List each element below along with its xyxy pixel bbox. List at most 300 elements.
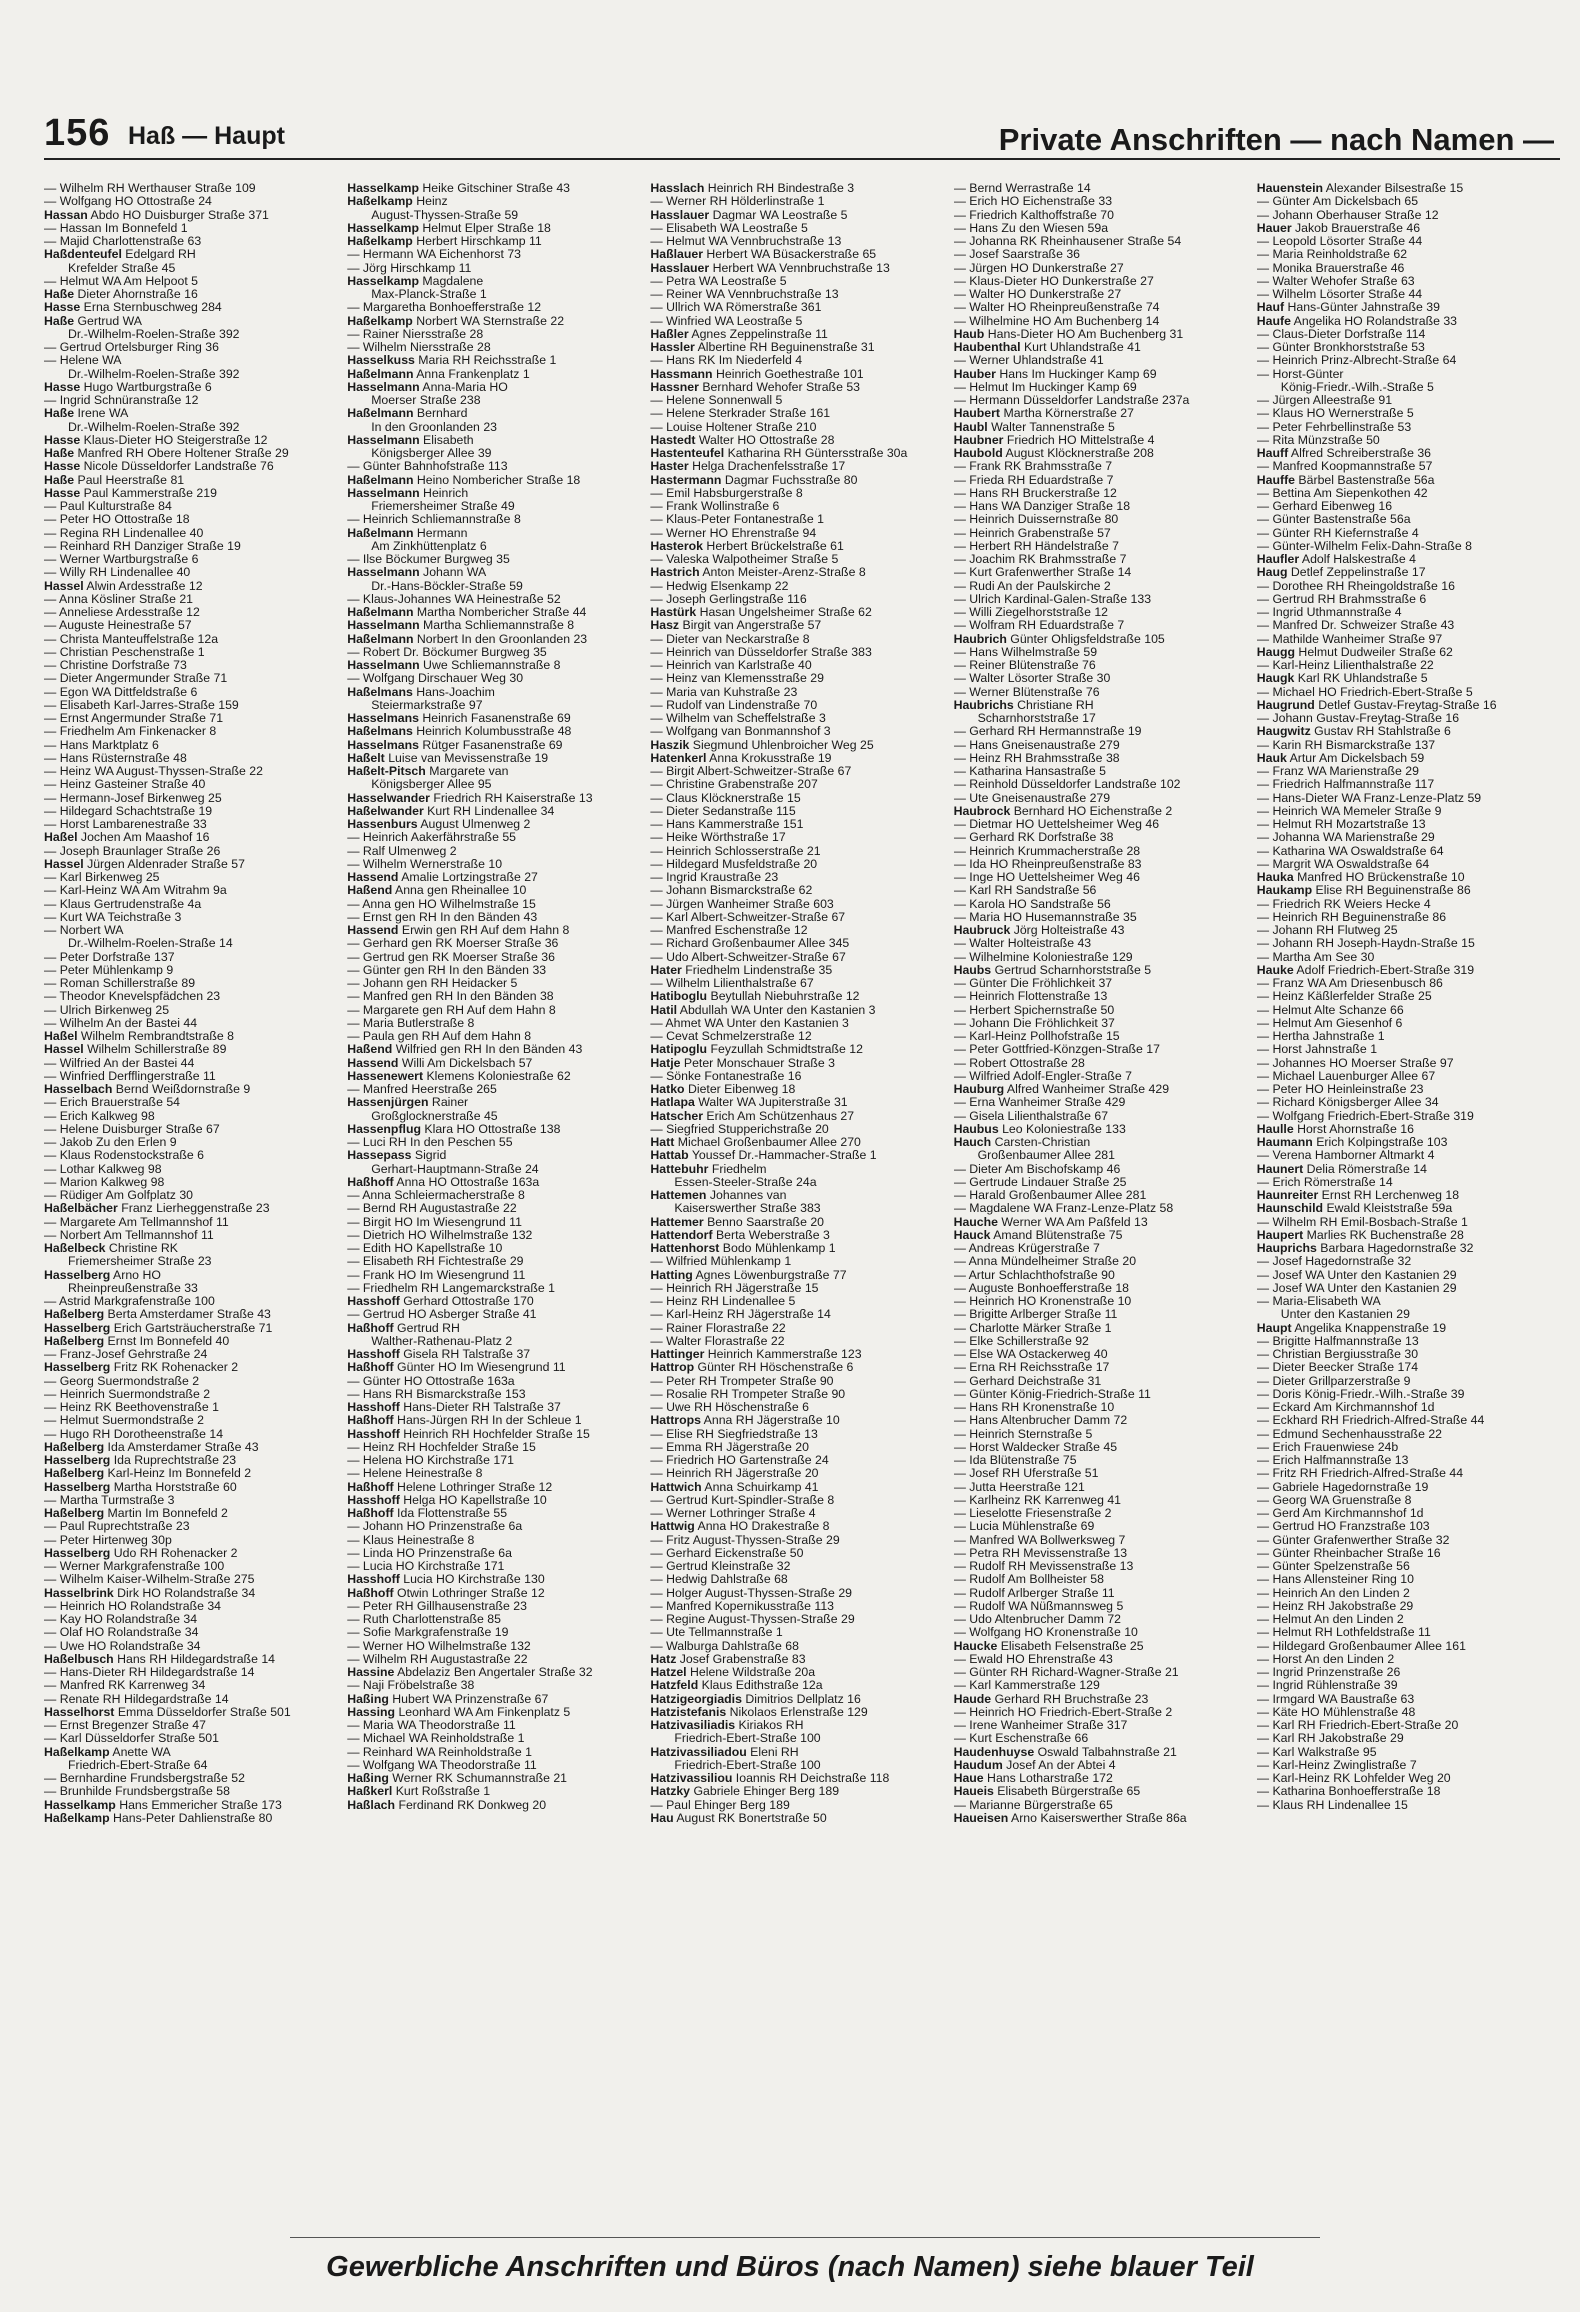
directory-entry: — Wilhelm Lilienthalstraße 67 bbox=[650, 977, 814, 990]
directory-entry: — Manfred WA Bollwerksweg 7 bbox=[953, 1533, 1126, 1547]
directory-entry: — Katharina Hansastraße 5 bbox=[953, 765, 1106, 778]
directory-entry: — Hans Zu den Wiesen 59a bbox=[953, 221, 1109, 235]
directory-entry: — Emil Habsburgerstraße 8 bbox=[650, 486, 803, 500]
directory-entry: — Gertrude Lindauer Straße 25 bbox=[953, 1175, 1127, 1189]
directory-entry bbox=[44, 1322, 337, 1335]
entry-text: Wilhelm Rembrandtstraße 8 bbox=[77, 1030, 234, 1043]
directory-entry: — Louise Holtener Straße 210 bbox=[650, 420, 817, 434]
directory-entry: Großenbaumer Allee 281 bbox=[977, 1149, 1115, 1163]
entry-text: Anette WA bbox=[109, 1745, 171, 1759]
directory-entry: — Rainer Florastraße 22 bbox=[650, 1321, 786, 1335]
directory-entry: — Elisabeth RH Fichtestraße 29 bbox=[347, 1255, 524, 1269]
entry-text: Wilfried gen RH In den Bänden 43 bbox=[392, 1043, 583, 1057]
directory-entry: — Paul Kulturstraße 84 bbox=[44, 500, 172, 513]
directory-entry: — Wilfried Adolf-Engler-Straße 7 bbox=[953, 1069, 1132, 1083]
directory-entry: — Heike Wörthstraße 17 bbox=[650, 831, 786, 845]
directory-entry: — Reiner Blütenstraße 76 bbox=[953, 659, 1096, 672]
directory-entry bbox=[347, 739, 640, 752]
entry-text: Klara HO Ottostraße 138 bbox=[420, 1122, 561, 1136]
directory-entry: — Manfred RK Karrenweg 34 bbox=[44, 1679, 206, 1693]
entry-text: Ida Flottenstraße 55 bbox=[393, 1507, 508, 1520]
directory-entry: — Günter-Wilhelm Felix-Dahn-Straße 8 bbox=[1256, 539, 1472, 553]
entry-text: Johannes van bbox=[706, 1189, 787, 1202]
directory-entry: — Heinrich An den Linden 2 bbox=[1256, 1586, 1410, 1600]
entry-text: Delia Römerstraße 14 bbox=[1303, 1162, 1427, 1176]
entry-text: Anna-Maria HO bbox=[419, 380, 508, 394]
surname: Hasselkuss bbox=[347, 354, 415, 368]
directory-entry bbox=[954, 1759, 1247, 1772]
directory-entry bbox=[44, 1202, 337, 1215]
directory-entry: — Udo Albert-Schweitzer-Straße 67 bbox=[650, 950, 846, 964]
entry-text: Hans-Günter Jahnstraße 39 bbox=[1284, 301, 1440, 315]
directory-entry bbox=[44, 474, 337, 487]
directory-entry: — Werner Lothringer Straße 4 bbox=[650, 1507, 816, 1520]
directory-entry: — Karl-Heinz Pollhofstraße 15 bbox=[953, 1030, 1120, 1043]
surname: Hasslauer bbox=[650, 261, 710, 275]
entry-text: Anna gen Rheinallee 10 bbox=[392, 884, 527, 898]
surname: Hasslach bbox=[650, 182, 705, 195]
directory-entry: — Walter HO Rheinpreußenstraße 74 bbox=[953, 301, 1160, 315]
directory-entry bbox=[650, 474, 943, 487]
surname: Hattwig bbox=[650, 1520, 695, 1534]
directory-entry: — Wolfgang HO Ottostraße 24 bbox=[44, 195, 212, 209]
directory-entry: — Dieter Am Bischofskamp 46 bbox=[953, 1162, 1121, 1176]
directory-entry bbox=[650, 619, 943, 632]
directory-entry: — Paul Ruprechtstraße 23 bbox=[44, 1520, 190, 1534]
directory-entry: — Gerhard Deichstraße 31 bbox=[953, 1374, 1102, 1388]
directory-entry: — Erna RH Reichsstraße 17 bbox=[953, 1361, 1110, 1375]
entry-text: Benno Saarstraße 20 bbox=[703, 1215, 824, 1229]
directory-entry: — Erich Frauenwiese 24b bbox=[1256, 1440, 1399, 1454]
surname: Hatenkerl bbox=[650, 751, 707, 765]
directory-entry bbox=[954, 1772, 1247, 1785]
directory-entry bbox=[44, 460, 337, 473]
directory-entry: — Helmut Im Huckinger Kamp 69 bbox=[953, 380, 1137, 394]
directory-entry bbox=[650, 1083, 943, 1096]
directory-entry: — Peter Dorfstraße 137 bbox=[44, 950, 175, 964]
surname: Haßelbeck bbox=[44, 1242, 106, 1255]
surname: Haufe bbox=[1256, 314, 1291, 328]
entry-text: Klemens Koloniestraße 62 bbox=[423, 1069, 571, 1083]
entry-text: Günter HO Im Wiesengrund 11 bbox=[393, 1361, 566, 1375]
directory-entry: — Renate RH Hildegardstraße 14 bbox=[44, 1692, 229, 1706]
entry-text: Johann WA bbox=[419, 566, 487, 580]
directory-entry: — Josef RH Uferstraße 51 bbox=[953, 1467, 1099, 1481]
directory-entry: — Hugo RH Dorotheenstraße 14 bbox=[44, 1427, 224, 1441]
directory-entry bbox=[1257, 1163, 1550, 1176]
directory-entry: — Wolfgang HO Kronenstraße 10 bbox=[953, 1626, 1138, 1640]
directory-entry: — Karl Kammerstraße 129 bbox=[953, 1679, 1100, 1693]
surname: Haßlauer bbox=[650, 248, 703, 262]
surname: Haßelkamp bbox=[347, 235, 413, 248]
directory-entry: — Anna Schleiermacherstraße 8 bbox=[347, 1189, 525, 1202]
directory-entry: — Magdalene WA Franz-Lenze-Platz 58 bbox=[953, 1202, 1174, 1216]
directory-entry: — Franz WA Am Driesenbusch 86 bbox=[1256, 977, 1443, 990]
directory-entry: — Klaus RH Lindenallee 15 bbox=[1256, 1798, 1408, 1812]
surname: Hasselmann bbox=[347, 566, 420, 580]
directory-entry: — Michael WA Reinholdstraße 1 bbox=[347, 1732, 525, 1746]
entry-text: Kurt RH Lindenallee 34 bbox=[423, 804, 555, 818]
directory-entry bbox=[954, 341, 1247, 354]
entry-text: August Ulmenweg 2 bbox=[417, 818, 531, 831]
entry-text: Hans RH Hildegardstraße 14 bbox=[113, 1652, 275, 1666]
entry-text: Hans-Jürgen RH In der Schleue 1 bbox=[393, 1414, 582, 1428]
directory-entry: — Peter RH Gillhausenstraße 23 bbox=[347, 1599, 527, 1613]
entry-text: Walter HO Ottostraße 28 bbox=[695, 433, 835, 447]
entry-text: Dieter Eibenweg 18 bbox=[684, 1083, 796, 1096]
directory-entry: — Fritz RH Friedrich-Alfred-Straße 44 bbox=[1256, 1467, 1464, 1481]
surname: Hatt bbox=[650, 1136, 675, 1149]
directory-entry: — Ruth Charlottenstraße 85 bbox=[347, 1613, 501, 1626]
directory-entry bbox=[954, 1136, 1247, 1149]
directory-entry: — Günter Spelzenstraße 56 bbox=[1256, 1560, 1410, 1573]
entry-text: Manfred RH Obere Holtener Straße 29 bbox=[74, 447, 289, 460]
directory-entry bbox=[44, 248, 337, 261]
surname: Haufler bbox=[1256, 553, 1300, 566]
surname: Hauff bbox=[1256, 447, 1289, 460]
directory-entry bbox=[650, 1706, 943, 1719]
directory-entry: — Winfried Derfflingerstraße 11 bbox=[44, 1069, 216, 1083]
directory-entry: — Wolfgang Dirschauer Weg 30 bbox=[347, 672, 524, 686]
entry-text: Günter RH Höschenstraße 6 bbox=[694, 1361, 854, 1375]
directory-entry bbox=[954, 1693, 1247, 1706]
directory-entry bbox=[347, 1348, 640, 1361]
entry-text: Eleni RH bbox=[746, 1745, 799, 1759]
directory-entry: — Cevat Schmelzerstraße 12 bbox=[650, 1030, 812, 1043]
directory-entry: — Bernhardine Frundsbergstraße 52 bbox=[44, 1772, 245, 1785]
directory-entry: Königsberger Allee 39 bbox=[371, 447, 492, 460]
entry-text: Heike Gitschiner Straße 43 bbox=[418, 182, 571, 195]
directory-entry bbox=[347, 1096, 640, 1109]
surname: Hatzfeld bbox=[650, 1679, 699, 1693]
entry-text: Heinrich RH Bindestraße 3 bbox=[704, 182, 855, 195]
directory-entry: — Manfred Eschenstraße 12 bbox=[650, 924, 808, 937]
surname: Hasz bbox=[650, 619, 680, 633]
entry-text: Uwe Schliemannstraße 8 bbox=[419, 659, 561, 672]
entry-text: Hans-Dieter HO Am Buchenberg 31 bbox=[984, 327, 1184, 341]
surname: Hassend bbox=[347, 871, 399, 884]
directory-entry: — Werner RH Hölderlinstraße 1 bbox=[650, 195, 825, 209]
directory-entry bbox=[650, 964, 943, 977]
surname: Hasslauer bbox=[650, 208, 710, 222]
surname: Hasshoff bbox=[347, 1573, 400, 1587]
directory-entry: — Jakob Zu den Erlen 9 bbox=[44, 1136, 177, 1149]
entry-text: Friedrich RH Kaiserstraße 13 bbox=[429, 791, 593, 805]
directory-entry: — Ulrich Kardinal-Galen-Straße 133 bbox=[953, 592, 1152, 606]
entry-text: Elise RH Beguinenstraße 86 bbox=[1312, 884, 1471, 898]
surname: Hauka bbox=[1256, 871, 1294, 884]
directory-entry: — Friedrich Kalthoffstraße 70 bbox=[953, 208, 1114, 222]
surname: Hattenhorst bbox=[650, 1242, 720, 1255]
directory-entry bbox=[44, 381, 337, 394]
entry-text: Heino Nombericher Straße 18 bbox=[413, 473, 581, 487]
directory-entry: — Sofie Markgrafenstraße 19 bbox=[347, 1626, 509, 1640]
directory-entry bbox=[650, 1746, 943, 1759]
surname: Haugg bbox=[1256, 645, 1296, 659]
directory-entry: Dr.-Wilhelm-Roelen-Straße 392 bbox=[68, 367, 240, 381]
surname: Haubus bbox=[953, 1122, 999, 1136]
directory-entry: — Herbert RH Händelstraße 7 bbox=[953, 539, 1119, 553]
directory-entry bbox=[44, 858, 337, 871]
directory-entry bbox=[954, 368, 1247, 381]
directory-entry: — Helmut WA Am Helpoot 5 bbox=[44, 274, 198, 288]
directory-entry: — Heinrich Aakerfährstraße 55 bbox=[347, 831, 516, 845]
directory-entry: — Johann Gustav-Freytag-Straße 16 bbox=[1256, 712, 1460, 725]
directory-entry: — Ingrid Uthmannstraße 4 bbox=[1256, 606, 1402, 619]
directory-entry: — Wilhelm Wernerstraße 10 bbox=[347, 857, 503, 871]
directory-entry: — Holger August-Thyssen-Straße 29 bbox=[650, 1586, 852, 1600]
directory-entry bbox=[347, 1494, 640, 1507]
entry-text: Hans-Dieter RH Talstraße 37 bbox=[399, 1401, 561, 1414]
entry-text: Martha Horststraße 60 bbox=[110, 1480, 237, 1494]
directory-entry: — Werner Markgrafenstraße 100 bbox=[44, 1560, 225, 1573]
surname: Haubenthal bbox=[953, 341, 1021, 354]
entry-text: Detlef Gustav-Freytag-Straße 16 bbox=[1314, 698, 1497, 712]
directory-entry: — Manfred Dr. Schweizer Straße 43 bbox=[1256, 619, 1455, 633]
directory-entry: — Josef WA Unter den Kastanien 29 bbox=[1256, 1281, 1457, 1295]
entry-text: Erwin gen RH Auf dem Hahn 8 bbox=[398, 924, 570, 937]
directory-entry: — Hedwig Dahlstraße 68 bbox=[650, 1573, 788, 1587]
directory-entry: Großglocknerstraße 45 bbox=[371, 1109, 498, 1123]
entry-text: Marlies RK Buchenstraße 28 bbox=[1303, 1228, 1464, 1242]
surname: Hasshoff bbox=[347, 1295, 400, 1308]
directory-entry: — Hertha Jahnstraße 1 bbox=[1256, 1030, 1385, 1043]
directory-entry: — Gertrud gen RK Moerser Straße 36 bbox=[347, 950, 555, 964]
directory-entry: — Ingrid Schnüranstraße 12 bbox=[44, 394, 199, 407]
directory-entry bbox=[347, 474, 640, 487]
entry-text: Walter Tannenstraße 5 bbox=[987, 420, 1115, 434]
directory-entry: — Edith HO Kapellstraße 10 bbox=[347, 1242, 503, 1255]
directory-entry: — Wilhelmine Koloniestraße 129 bbox=[953, 950, 1133, 964]
directory-entry: — Hildegard Musfeldstraße 20 bbox=[650, 857, 818, 871]
directory-entry bbox=[347, 315, 640, 328]
entry-text: Ernst RH Lerchenweg 18 bbox=[1318, 1189, 1460, 1202]
surname: Hattemer bbox=[650, 1215, 704, 1229]
entry-text: Friedhelm bbox=[708, 1162, 767, 1176]
directory-entry: — Friedrich Halfmannstraße 117 bbox=[1256, 778, 1435, 792]
directory-entry bbox=[650, 1057, 943, 1070]
directory-entry: — Ernst Bregenzer Straße 47 bbox=[44, 1719, 206, 1732]
directory-entry: — Willy RH Lindenallee 40 bbox=[44, 566, 191, 580]
directory-entry bbox=[1257, 1322, 1550, 1335]
directory-entry bbox=[347, 527, 640, 540]
directory-entry: — Karl RH Friedrich-Ebert-Straße 20 bbox=[1256, 1719, 1459, 1732]
entry-text: Arno HO bbox=[110, 1268, 161, 1282]
entry-text: Peter Monschauer Straße 3 bbox=[680, 1056, 835, 1070]
directory-entry bbox=[347, 924, 640, 937]
directory-entry: — Josef Hagedornstraße 32 bbox=[1256, 1255, 1412, 1269]
surname: Hauf bbox=[1256, 301, 1285, 315]
entry-text: Albertine RH Beguinenstraße 31 bbox=[694, 341, 875, 354]
directory-entry bbox=[650, 1149, 943, 1162]
surname: Haßend bbox=[347, 884, 393, 898]
directory-entry: — Theodor Knevelspfädchen 23 bbox=[44, 990, 221, 1004]
entry-text: Anna HO Ottostraße 163a bbox=[393, 1175, 540, 1189]
entry-text: Maria RH Reichsstraße 1 bbox=[414, 354, 557, 368]
directory-entry: Dr.-Wilhelm-Roelen-Straße 392 bbox=[68, 420, 240, 434]
entry-text: Karl-Heinz Im Bonnefeld 2 bbox=[104, 1467, 252, 1481]
directory-entry: — Günter gen RH In den Bänden 33 bbox=[347, 963, 547, 977]
directory-entry: — Ulrich Birkenweg 25 bbox=[44, 1003, 170, 1017]
surname: Hattinger bbox=[650, 1348, 705, 1361]
surname: Hasse bbox=[44, 460, 81, 474]
surname: Hasse bbox=[44, 433, 81, 447]
directory-entry: — Johann Die Fröhlichkeit 37 bbox=[953, 1016, 1115, 1030]
directory-entry: — Anna Kösliner Straße 21 bbox=[44, 592, 194, 606]
directory-entry: — Hans-Dieter WA Franz-Lenze-Platz 59 bbox=[1256, 791, 1482, 805]
directory-entry bbox=[650, 248, 943, 261]
surname: Hattemen bbox=[650, 1189, 707, 1202]
directory-entry: — Majid Charlottenstraße 63 bbox=[44, 235, 202, 248]
surname: Haßelkamp bbox=[347, 195, 413, 209]
directory-entry bbox=[347, 1428, 640, 1441]
entry-text: Ewald Kleiststraße 59a bbox=[1323, 1202, 1453, 1216]
directory-entry: — Hermann Düsseldorfer Landstraße 237a bbox=[953, 394, 1190, 407]
directory-entry: — Doris König-Friedr.-Wilh.-Straße 39 bbox=[1256, 1387, 1465, 1401]
entry-text: Amand Blütenstraße 75 bbox=[990, 1228, 1123, 1242]
directory-entry: — Walter Holteistraße 43 bbox=[953, 937, 1092, 951]
entry-text: Horst Ahornstraße 16 bbox=[1293, 1122, 1414, 1136]
entry-text: Arno Kaiserswerther Straße 86a bbox=[1008, 1811, 1187, 1825]
surname: Hasselberg bbox=[44, 1321, 111, 1335]
directory-entry bbox=[1257, 884, 1550, 897]
directory-entry: — Ingrid Rühlenstraße 39 bbox=[1256, 1679, 1398, 1693]
entry-text: Amalie Lortzingstraße 27 bbox=[398, 871, 538, 884]
entry-text: Wilhelm Schillerstraße 89 bbox=[83, 1043, 227, 1057]
directory-entry: — Rüdiger Am Golfplatz 30 bbox=[44, 1189, 193, 1202]
directory-entry: — Wolfram RH Eduardstraße 7 bbox=[953, 619, 1125, 633]
directory-entry bbox=[44, 1335, 337, 1348]
directory-entry: — Ute Tellmannstraße 1 bbox=[650, 1626, 783, 1640]
directory-entry bbox=[347, 659, 640, 672]
entry-text: Jörg Holteistraße 43 bbox=[1010, 924, 1125, 937]
directory-entry: — Birgit HO Im Wiesengrund 11 bbox=[347, 1215, 522, 1229]
directory-entry: — Karl-Heinz Lilienthalstraße 22 bbox=[1256, 659, 1434, 672]
directory-entry: — Klaus Gertrudenstraße 4a bbox=[44, 897, 202, 911]
directory-entry: — Johann RH Joseph-Haydn-Straße 15 bbox=[1256, 937, 1475, 951]
directory-entry: — Peter Hirtenweg 30p bbox=[44, 1533, 172, 1547]
entry-text: Gertrud Scharnhorststraße 5 bbox=[991, 963, 1152, 977]
directory-entry: — Karin RH Bismarckstraße 137 bbox=[1256, 738, 1436, 752]
directory-entry: — Helmut Am Giesenhof 6 bbox=[1256, 1016, 1403, 1030]
directory-entry: Königsberger Allee 95 bbox=[371, 778, 492, 792]
directory-entry bbox=[1257, 1136, 1550, 1149]
directory-entry: — Robert Ottostraße 28 bbox=[953, 1056, 1085, 1070]
entry-text: Gustav RH Stahlstraße 6 bbox=[1310, 725, 1451, 739]
surname: Hatz bbox=[650, 1652, 677, 1666]
directory-entry bbox=[1257, 1202, 1550, 1215]
directory-column-3 bbox=[650, 182, 953, 2220]
entry-text: Ernst Im Bonnefeld 40 bbox=[104, 1334, 230, 1348]
surname: Haßhoff bbox=[347, 1480, 394, 1494]
directory-entry: — Helene WA bbox=[44, 354, 122, 368]
directory-entry: — Hans Rüsternstraße 48 bbox=[44, 751, 187, 765]
directory-entry: — Paul Ehinger Berg 189 bbox=[650, 1798, 790, 1812]
directory-entry bbox=[650, 182, 943, 195]
directory-entry: — Karola HO Sandstraße 56 bbox=[953, 897, 1111, 911]
surname: Haßhoff bbox=[347, 1586, 394, 1600]
surname: Haunreiter bbox=[1256, 1189, 1319, 1202]
surname: Hassler bbox=[650, 341, 695, 354]
surname: Hasselkamp bbox=[347, 274, 419, 288]
surname: Haubert bbox=[953, 407, 1001, 421]
directory-entry: — Franz WA Marienstraße 29 bbox=[1256, 765, 1419, 778]
surname: Hasselkamp bbox=[347, 182, 419, 195]
surname: Hastürk bbox=[650, 606, 697, 619]
directory-entry bbox=[1257, 1189, 1550, 1202]
directory-entry bbox=[44, 487, 337, 500]
directory-entry bbox=[347, 1706, 640, 1719]
surname: Hau bbox=[650, 1811, 674, 1825]
directory-entry: — Andreas Krügerstraße 7 bbox=[953, 1242, 1100, 1255]
directory-entry: — Helene Heinestraße 8 bbox=[347, 1467, 483, 1481]
directory-entry bbox=[954, 1123, 1247, 1136]
entry-text: Kiriakos RH bbox=[735, 1719, 804, 1732]
directory-entry: — Karl RH Jakobstraße 29 bbox=[1256, 1732, 1404, 1746]
entry-text: Anna Schuirkamp 41 bbox=[701, 1480, 819, 1494]
surname: Hasselberg bbox=[44, 1454, 111, 1467]
entry-text: Jakob Brauerstraße 46 bbox=[1291, 221, 1421, 235]
directory-entry: — Jürgen HO Dunkerstraße 27 bbox=[953, 261, 1124, 275]
surname: Haßelmann bbox=[347, 526, 414, 540]
directory-entry: — Ingrid Kraustraße 23 bbox=[650, 871, 779, 884]
surname: Hasselkamp bbox=[44, 1798, 116, 1812]
entry-text: Herbert Hirschkamp 11 bbox=[412, 235, 542, 248]
directory-entry bbox=[347, 1176, 640, 1189]
directory-entry: — Heinrich Schlosserstraße 21 bbox=[650, 844, 821, 858]
surname: Haßelbächer bbox=[44, 1202, 118, 1216]
entry-text: Alfred Schreiberstraße 36 bbox=[1288, 447, 1432, 460]
directory-entry: — Walter Lösorter Straße 30 bbox=[953, 672, 1111, 686]
directory-entry bbox=[1257, 566, 1550, 579]
surname: Haßel bbox=[44, 831, 78, 845]
directory-entry: — Erich HO Eichenstraße 33 bbox=[953, 195, 1113, 209]
directory-entry: — Katharina Bonhoefferstraße 18 bbox=[1256, 1785, 1441, 1799]
entry-text: Hans Im Huckinger Kamp 69 bbox=[995, 367, 1157, 381]
surname: Haßelkamp bbox=[44, 1811, 110, 1825]
surname: Haßelt bbox=[347, 751, 385, 765]
directory-entry: Scharnhorststraße 17 bbox=[977, 712, 1096, 725]
entry-text: Klaus-Dieter HO Steigerstraße 12 bbox=[80, 433, 268, 447]
directory-entry: — Rudolf Arlberger Straße 11 bbox=[953, 1586, 1115, 1600]
directory-entry: Dr.-Wilhelm-Roelen-Straße 392 bbox=[68, 327, 240, 341]
directory-entry bbox=[954, 421, 1247, 434]
directory-entry bbox=[347, 792, 640, 805]
directory-entry: — Wilhelmine HO Am Buchenberg 14 bbox=[953, 314, 1160, 328]
entry-text: Ferdinand RK Donkweg 20 bbox=[395, 1798, 547, 1812]
entry-text: Christiane RH bbox=[1013, 698, 1094, 712]
directory-entry: — Manfred Heerstraße 265 bbox=[347, 1083, 497, 1096]
directory-entry: — Wilhelm RH Werthauser Straße 109 bbox=[44, 182, 256, 195]
directory-entry bbox=[347, 1361, 640, 1374]
surname: Hastermann bbox=[650, 473, 722, 487]
surname: Haßelmans bbox=[347, 725, 413, 739]
surname: Haunschild bbox=[1256, 1202, 1324, 1216]
entry-text: Artur Am Dickelsbach 59 bbox=[1286, 751, 1425, 765]
directory-entry: — Helmut An den Linden 2 bbox=[1256, 1613, 1404, 1626]
surname: Haßelberg bbox=[44, 1440, 105, 1454]
surname: Hasshoff bbox=[347, 1493, 400, 1507]
surname: Hasselbach bbox=[44, 1083, 113, 1096]
directory-entry bbox=[347, 619, 640, 632]
surname: Hatiboglu bbox=[650, 990, 708, 1004]
directory-entry bbox=[44, 407, 337, 420]
directory-entry: — Hildegard Großenbaumer Allee 161 bbox=[1256, 1639, 1466, 1653]
directory-entry: — Erna Wanheimer Straße 429 bbox=[953, 1096, 1126, 1110]
surname: Hauke bbox=[1256, 963, 1294, 977]
directory-entry: — Heinz RH Hochfelder Straße 15 bbox=[347, 1440, 536, 1454]
surname: Haßelmann bbox=[347, 407, 414, 421]
